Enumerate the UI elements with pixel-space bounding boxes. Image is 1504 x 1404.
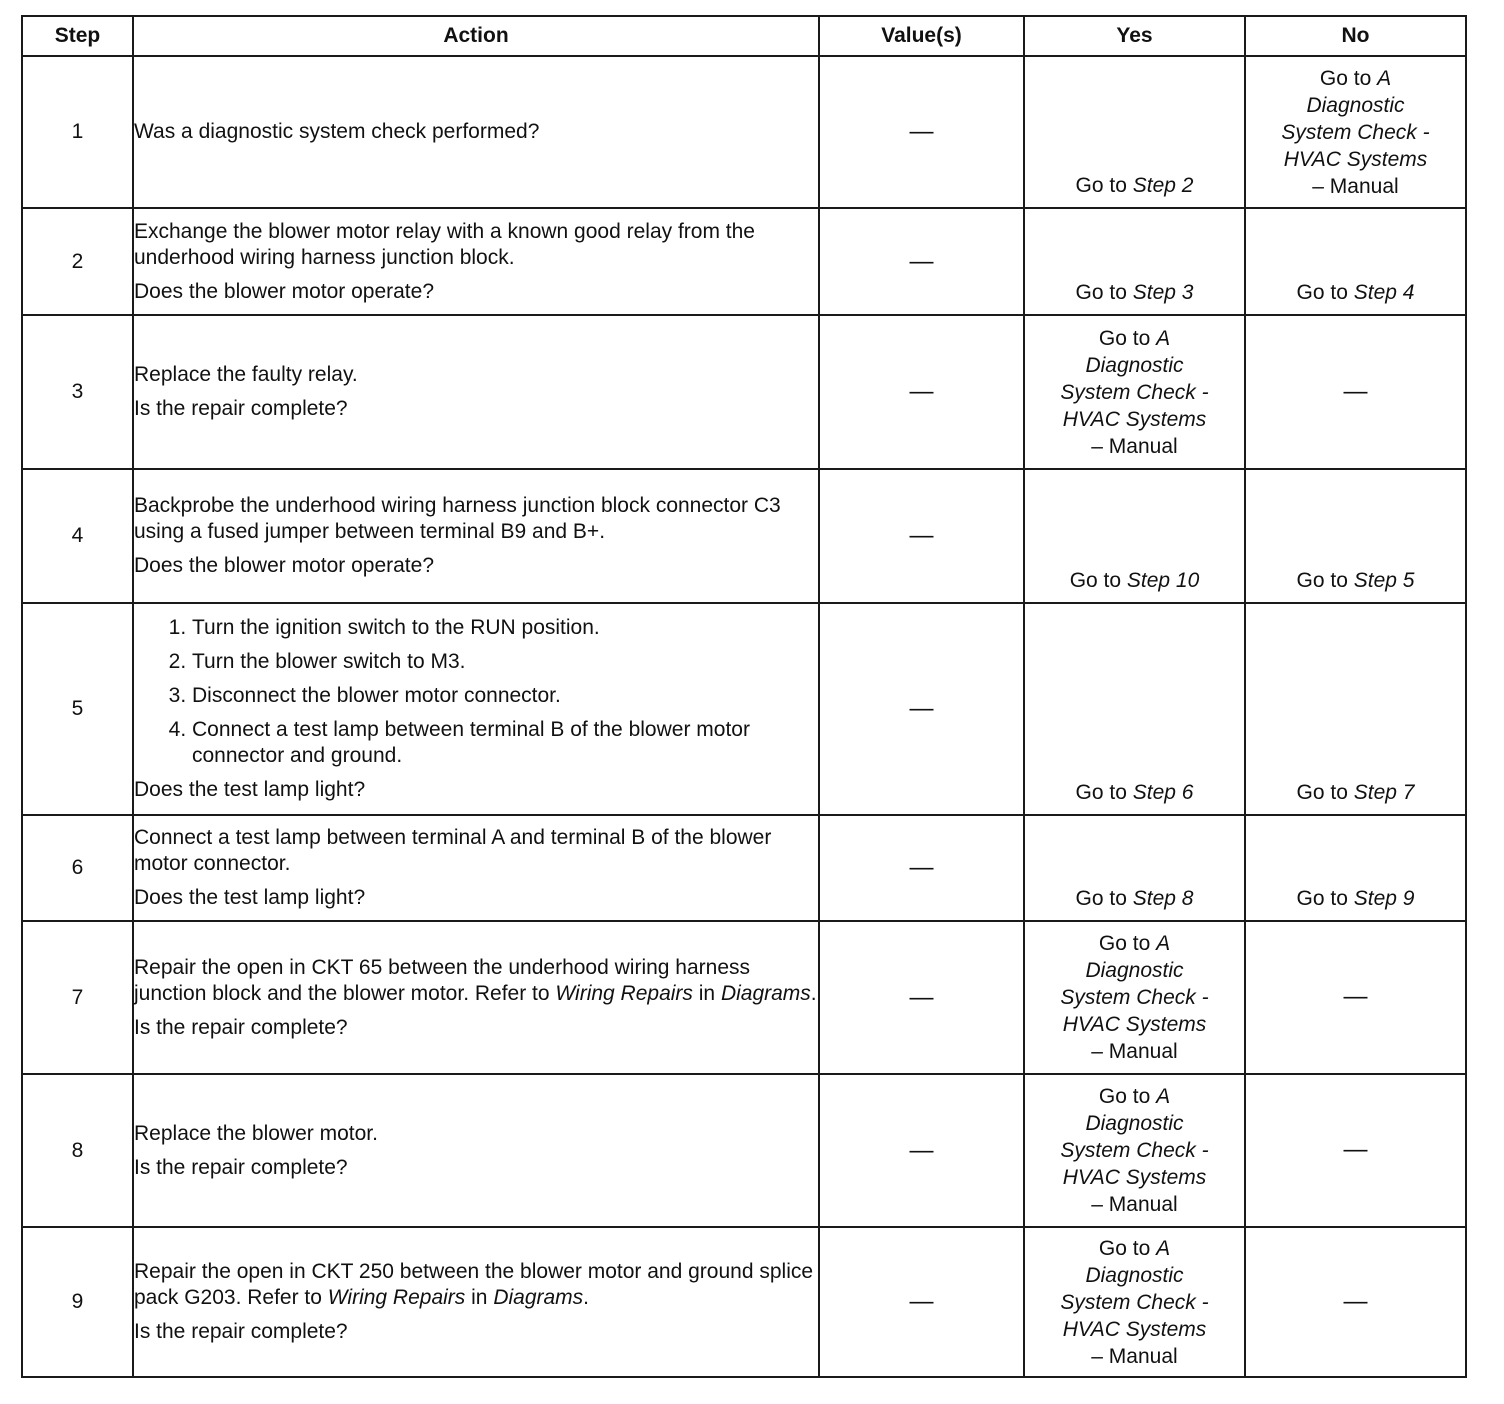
action-steps-list <box>134 615 818 769</box>
no-cell <box>1245 315 1466 469</box>
value-cell: — <box>819 1227 1024 1377</box>
value-cell: — <box>819 208 1024 315</box>
goto-target: A <box>1156 1085 1171 1108</box>
goto-target: Step 8 <box>1132 887 1194 910</box>
value-cell: — <box>819 815 1024 921</box>
table-row <box>22 208 1466 315</box>
action-text-part: in <box>692 981 721 1005</box>
goto-target: Step 7 <box>1353 781 1415 804</box>
goto-suffix: – Manual <box>1091 1193 1178 1216</box>
goto-prefix: Go to <box>1098 932 1157 955</box>
goto-target: Step 3 <box>1132 281 1194 304</box>
goto-diagnostic-check-link[interactable] <box>1025 1235 1244 1370</box>
goto-prefix: Go to <box>1296 281 1354 304</box>
goto-target: HVAC Systems <box>1062 1317 1207 1341</box>
goto-link[interactable] <box>1246 780 1465 806</box>
step-number: 1 <box>22 56 133 208</box>
no-cell <box>1245 56 1466 208</box>
goto-suffix: – Manual <box>1091 1040 1178 1063</box>
table-row <box>22 1227 1466 1377</box>
action-text-part: . <box>810 981 817 1005</box>
value-cell: — <box>819 921 1024 1074</box>
table-row <box>22 921 1466 1074</box>
no-value: — <box>1343 1136 1368 1163</box>
step-number: 7 <box>22 921 133 1074</box>
goto-diagnostic-check-link[interactable] <box>1025 930 1244 1065</box>
goto-target: A <box>1156 326 1171 350</box>
yes-cell <box>1024 1074 1245 1227</box>
no-cell <box>1245 815 1466 921</box>
table-row <box>22 469 1466 603</box>
value-cell: — <box>819 603 1024 815</box>
no-cell <box>1245 469 1466 603</box>
goto-target: Diagnostic <box>1085 353 1184 377</box>
header-no: No <box>1245 16 1466 56</box>
goto-target: Diagnostic <box>1306 93 1405 117</box>
goto-prefix: Go to <box>1075 174 1133 197</box>
action-cell <box>133 56 819 208</box>
yes-cell <box>1024 469 1245 603</box>
table-row <box>22 56 1466 208</box>
goto-diagnostic-check-link[interactable] <box>1025 1083 1244 1218</box>
list-item: 4. Connect a test lamp between terminal B of the blower motor connector and ground. <box>192 717 818 769</box>
goto-prefix: Go to <box>1296 569 1354 592</box>
wiring-repairs-ref[interactable]: Wiring Repairs <box>327 1286 466 1309</box>
goto-target: HVAC Systems <box>1062 1013 1207 1036</box>
table-row <box>22 603 1466 815</box>
goto-prefix: Go to <box>1098 1085 1157 1108</box>
goto-target: HVAC Systems <box>1062 1166 1207 1189</box>
yes-cell <box>1024 1227 1245 1377</box>
goto-target: Diagnostic <box>1085 1263 1184 1287</box>
action-text: Connect a test lamp between terminal A and terminal B of the blower motor connector. <box>134 826 772 875</box>
action-text <box>134 1259 818 1311</box>
goto-link[interactable] <box>1025 886 1244 912</box>
action-question: Is the repair complete? <box>134 1155 348 1179</box>
goto-prefix: Go to <box>1296 887 1354 910</box>
action-text-part: Repair the open in CKT 250 between the blower motor and ground splice pack G203. Refer to <box>134 1260 814 1309</box>
action-cell <box>133 815 819 921</box>
value-cell: — <box>819 1074 1024 1227</box>
goto-target: Step 2 <box>1132 174 1194 197</box>
no-value: — <box>1343 983 1368 1010</box>
action-question: Does the test lamp light? <box>134 886 366 909</box>
action-cell <box>133 1074 819 1227</box>
goto-suffix: – Manual <box>1091 1344 1178 1368</box>
header-action: Action <box>133 16 819 56</box>
goto-prefix: Go to <box>1098 1236 1157 1260</box>
goto-prefix: Go to <box>1075 887 1133 910</box>
goto-link[interactable] <box>1025 173 1244 199</box>
action-text: Was a diagnostic system check performed? <box>134 120 540 143</box>
goto-target: Step 9 <box>1353 887 1415 910</box>
value-cell: — <box>819 315 1024 469</box>
step-number: 3 <box>22 315 133 469</box>
goto-target: System Check - <box>1060 986 1209 1009</box>
goto-target: Diagnostic <box>1085 959 1184 982</box>
action-cell <box>133 1227 819 1377</box>
wiring-repairs-ref[interactable]: Wiring Repairs <box>555 981 693 1005</box>
step-number: 2 <box>22 208 133 315</box>
goto-target: Diagnostic <box>1085 1112 1184 1135</box>
action-question: Does the blower motor operate? <box>134 554 434 577</box>
action-question: Is the repair complete? <box>134 1015 348 1039</box>
action-text: Exchange the blower motor relay with a known good relay from the underhood wiring harness junction block. <box>134 219 755 269</box>
action-text-part: in <box>465 1286 494 1309</box>
list-item: 2. Turn the blower switch to M3. <box>192 649 818 675</box>
goto-target: A <box>1156 1236 1171 1260</box>
table-row <box>22 1074 1466 1227</box>
header-values: Value(s) <box>819 16 1024 56</box>
diagrams-ref[interactable]: Diagrams <box>493 1286 584 1309</box>
action-cell <box>133 469 819 603</box>
goto-suffix: – Manual <box>1091 434 1178 458</box>
goto-target: A <box>1156 932 1171 955</box>
goto-prefix: Go to <box>1098 326 1157 350</box>
goto-prefix: Go to <box>1075 281 1133 304</box>
action-question: Does the blower motor operate? <box>134 279 434 303</box>
action-text: Replace the faulty relay. <box>134 363 358 386</box>
no-cell <box>1245 921 1466 1074</box>
yes-cell <box>1024 315 1245 469</box>
action-text-part: Repair the open in CKT 65 between the underhood wiring harness junction block and the blower motor. Refer to <box>134 955 751 1005</box>
goto-target: System Check - <box>1060 1290 1209 1314</box>
action-text <box>134 955 818 1007</box>
goto-target: A <box>1377 66 1392 90</box>
yes-cell <box>1024 208 1245 315</box>
action-text-part: . <box>583 1286 590 1309</box>
yes-cell <box>1024 815 1245 921</box>
no-cell <box>1245 603 1466 815</box>
action-cell <box>133 315 819 469</box>
goto-link[interactable] <box>1025 568 1244 594</box>
table-row <box>22 815 1466 921</box>
value-cell: — <box>819 56 1024 208</box>
goto-prefix: Go to <box>1069 569 1127 592</box>
list-item: 3. Disconnect the blower motor connector. <box>192 683 818 709</box>
step-number: 6 <box>22 815 133 921</box>
step-number: 9 <box>22 1227 133 1377</box>
diagrams-ref[interactable]: Diagrams <box>720 981 811 1005</box>
header-yes: Yes <box>1024 16 1245 56</box>
goto-link[interactable] <box>1246 886 1465 912</box>
step-number: 8 <box>22 1074 133 1227</box>
goto-link[interactable] <box>1025 780 1244 806</box>
action-cell <box>133 603 819 815</box>
no-cell <box>1245 1227 1466 1377</box>
goto-prefix: Go to <box>1296 781 1354 804</box>
action-text: Backprobe the underhood wiring harness junction block connector C3 using a fused jumper between terminal B9 and B+. <box>134 494 781 543</box>
header-row <box>22 16 1466 56</box>
step-number: 5 <box>22 603 133 815</box>
yes-cell <box>1024 603 1245 815</box>
no-cell <box>1245 1074 1466 1227</box>
step-number: 4 <box>22 469 133 603</box>
action-question: Does the test lamp light? <box>134 778 366 801</box>
diagnostic-table <box>21 15 1467 1378</box>
goto-target: Step 10 <box>1126 569 1200 592</box>
no-cell <box>1245 208 1466 315</box>
header-step: Step <box>22 16 133 56</box>
list-item: 1. Turn the ignition switch to the RUN position. <box>192 615 818 641</box>
goto-suffix: – Manual <box>1312 174 1399 198</box>
yes-cell <box>1024 56 1245 208</box>
goto-prefix: Go to <box>1075 781 1133 804</box>
goto-link[interactable] <box>1025 280 1244 306</box>
goto-target: Step 6 <box>1132 781 1194 804</box>
goto-target: HVAC Systems <box>1062 407 1207 431</box>
table-row <box>22 315 1466 469</box>
action-question: Is the repair complete? <box>134 397 348 420</box>
goto-target: System Check - <box>1060 380 1209 404</box>
no-value: — <box>1343 1287 1368 1315</box>
value-cell: — <box>819 469 1024 603</box>
yes-cell <box>1024 921 1245 1074</box>
no-value: — <box>1343 377 1368 405</box>
goto-target: Step 4 <box>1353 281 1415 304</box>
goto-prefix: Go to <box>1319 66 1378 90</box>
goto-target: System Check - <box>1060 1139 1209 1162</box>
goto-link[interactable] <box>1246 280 1465 306</box>
action-cell <box>133 921 819 1074</box>
goto-target: System Check - <box>1281 120 1430 144</box>
action-cell <box>133 208 819 315</box>
goto-diagnostic-check-link[interactable] <box>1246 65 1465 200</box>
action-text: Replace the blower motor. <box>134 1121 378 1145</box>
goto-target: Step 5 <box>1353 569 1415 592</box>
goto-target: HVAC Systems <box>1283 147 1428 171</box>
goto-link[interactable] <box>1246 568 1465 594</box>
action-question: Is the repair complete? <box>134 1320 348 1343</box>
goto-diagnostic-check-link[interactable] <box>1025 325 1244 460</box>
